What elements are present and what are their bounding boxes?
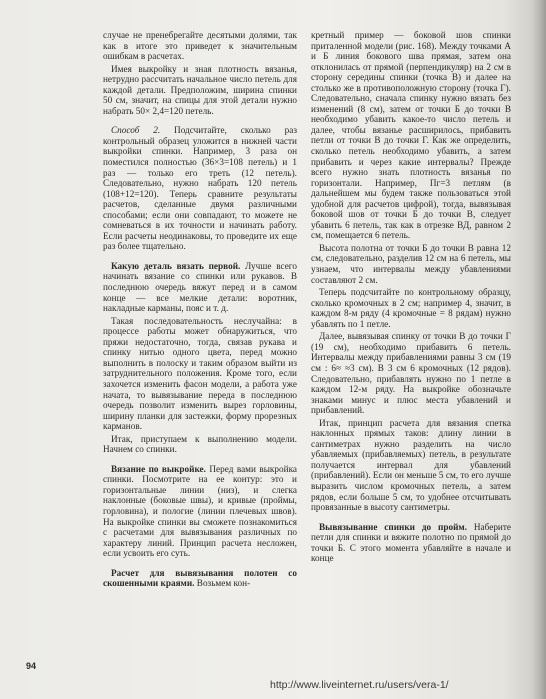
paragraph-text: Подсчитайте, сколько раз контрольный образец уложится в нижней части выкройки спинки. Например, 3 раза он поместился полностью (36×3=108 петель) и 1 раз — только его треть (12 петель). Следовательно, нужно набрать 120 петель (108+12=120). Теперь сравните результаты расчетов, сделанные двумя различными способами; если они совпадают, то можете не сомневаться в их точности и начинать работу. Если расчеты неодинаковы, то проведите их еще раз более тщательно. <box>103 125 297 252</box>
paragraph: Такая последовательность неслучайна: в процессе работы может обнаружиться, что пряжи недостаточно, тогда, связав рукава и спинку нитью одного цвета, перед можно выполнить в полоску и таким образом выйти из затруднительного положения. Кроме того, если захочется изменить фасон модели, а работа уже начата, то вывязывание переда в последнюю очередь позволит изменить вырез горловины, ширину планки для застежки, форму прорезных карманов. <box>103 315 297 432</box>
section-heading: Какую деталь вязать первой. <box>111 260 241 271</box>
paragraph <box>103 464 297 559</box>
watermark-url[interactable]: http://www.liveinternet.ru/users/vera-1/ <box>270 679 449 691</box>
paragraph-text: Перед вами выкройка спинки. Посмотрите на ее контур: это и горизонтальные линии (низ), и слегка наклонные (боковые швы), и кривые (проймы, горловина), и пологие (линии плечевых швов). На выкройке спинки вы сможете познакомиться с расчетами для вывязывания различных по характеру линий. Принцип расчета несложен, если усвоить его суть. <box>103 463 298 559</box>
paragraph <box>103 261 297 314</box>
right-text-column <box>311 30 511 566</box>
paragraph <box>103 568 297 589</box>
paragraph <box>103 125 297 252</box>
paragraph-text: Наберите петли для спинки и вяжите полотно по прямой до точки Б. С этого момента убавляйте в начале и конце <box>311 521 511 564</box>
paragraph: Теперь подсчитайте по контрольному образцу, сколько кромочных в 2 см; например 4, значит, в каждом 8-м ряду (4 кромочные = 8 рядам) нужно убавлять по 1 петле. <box>311 287 511 329</box>
paragraph: Итак, принцип расчета для вязания спетка наклонных прямых таков: длину линии в сантиметрах нужно разделить на число убавляемых (прибавляемых) петель, в результате получается интервал для убавлений (прибавлений). Если он меньше 5 см, то его лучше выразить числом кромочных петель, а затем рядов, если больше 5 см, то удобнее отсчитывать провязанные в высоту сантиметры. <box>311 417 511 513</box>
section-heading: Вязание по выкройке. <box>111 463 206 474</box>
paragraph: Далее, вывязывая спинку от точки В до точки Г (19 см), необходимо прибавить 6 петель. Интервалы между прибавлениями равны 3 см (19 см : 6≈ ≈3 см). В 3 см 6 кромочных (12 рядов). Следовательно, прибавлять нужно по 1 петле в каждом 12-м ряду. На выкройке обозначьте знаками минус и плюс места убавлений и прибавлений. <box>311 331 511 416</box>
page-gutter-shadow <box>532 0 546 699</box>
paragraph: Имея выкройку и зная плотность вязанья, нетрудно рассчитать начальное число петель для каждой детали. Предположим, ширина спинки 50 см, значит, на спицы для этой детали нужно набрать 50× 2,4=120 петель. <box>103 63 297 116</box>
page-number: 94 <box>26 661 37 671</box>
paragraph: Высота полотна от точки Б до точки В равна 12 см, следовательно, разделив 12 см на 6 петель, мы узнаем, что интервалы между убавлениями составляют 2 см. <box>311 242 511 285</box>
paragraph: случае не пренебрегайте десятыми долями, так как в итоге это приведет к значительным ошибкам в расчетах. <box>103 30 297 62</box>
section-heading: Вывязывание спинки до пройм. <box>319 521 467 532</box>
paragraph-text: Лучше всего начинать вязание со спинки или рукавов. В последнюю очередь вяжут перед и в самом конце — все мелкие детали: воротник, накладные карманы, пояс и т. д. <box>103 260 297 314</box>
paragraph: кретный пример — боковой шов спинки приталенной модели (рис. 168). Между точками А и Б линия бокового шва прямая, затем она отклонилась от прямой (перпендикуляр) на 2 см в сторону середины спинки (точка В) и далее на столько же в противоположную сторону (точка Г). Следовательно, сначала спинку нужно вязать без изменений (8 см), затем от точки Б до точки В необходимо убавить какое-то число петель и далее, чтобы вязанье расширилось, прибавить петли от точки В до точки Г. Как же определить, сколько петель необходимо убавить, а затем прибавить и через какие интервалы? Прежде всего нужно знать плотность вязанья по горизонтали. Например, Пг=3 петлям (в дальнейшем мы будем также пользоваться этой удобной для расчетов цифрой), тогда, вывязывая боковой шов от точки Б до точки В, следует убавить 6 петель, так как в отрезке ВД, равном 2 см, помещается 6 петель. <box>311 30 511 241</box>
paragraph-text: Возьмем кон- <box>196 578 251 589</box>
paragraph <box>311 522 511 564</box>
paragraph: Итак, приступаем к выполнению модели. Начнем со спинки. <box>103 433 297 455</box>
left-text-column <box>103 30 297 591</box>
method-label: Способ 2. <box>111 125 161 136</box>
section-heading: Расчет для вывязывания полотен со скошенными краями. <box>103 567 297 589</box>
